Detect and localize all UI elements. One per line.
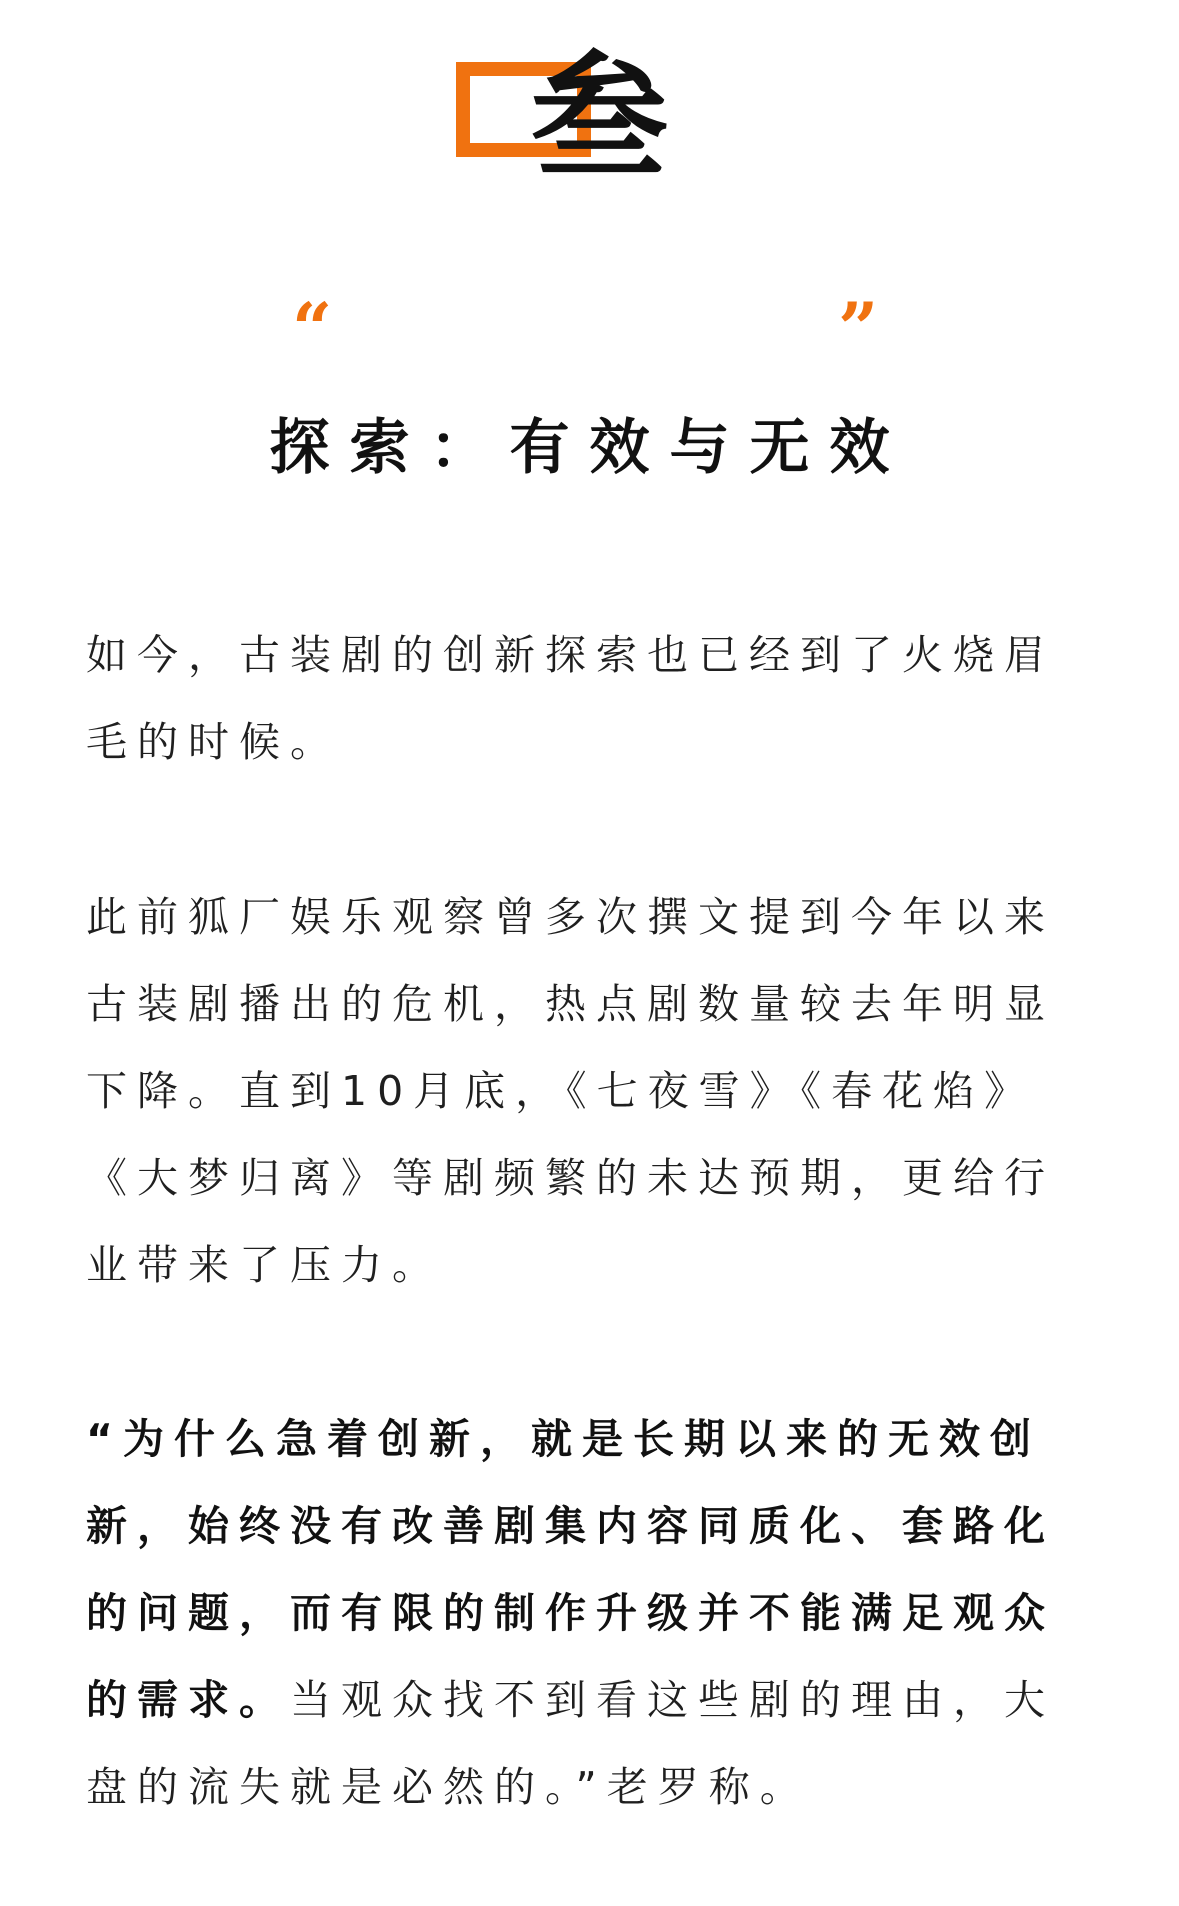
close-quote-mark: ” <box>838 287 879 370</box>
paragraph-context: 此前狐厂娱乐观察曾多次撰文提到今年以来古装剧播出的危机，热点剧数量较去年明显下降。直到10月底，《七夜雪》《春花焰》《大梦归离》等剧频繁的未达预期，更给行业带来了压力。 <box>86 893 1055 1289</box>
open-quote-mark: “ <box>292 287 333 370</box>
section-number-badge <box>448 38 669 210</box>
paragraph-intro: 如今，古装剧的创新探索也已经到了火烧眉毛的时候。 <box>86 631 1055 766</box>
quote-bold-text: “为什么急着创新，就是长期以来的无效创新，始终没有改善剧集内容同质化、套路化的问题，而有限的制作升级并不能满足观众的需求。 <box>86 1415 1055 1724</box>
section-title: 探索：有效与无效 <box>269 413 910 483</box>
quote-regular-text: 当观众找不到看这些剧的理由，大盘的流失就是必然的。”老罗称。 <box>86 1676 1055 1811</box>
section-number: 叁 <box>530 38 669 199</box>
paragraph-quote <box>86 1396 1098 1831</box>
